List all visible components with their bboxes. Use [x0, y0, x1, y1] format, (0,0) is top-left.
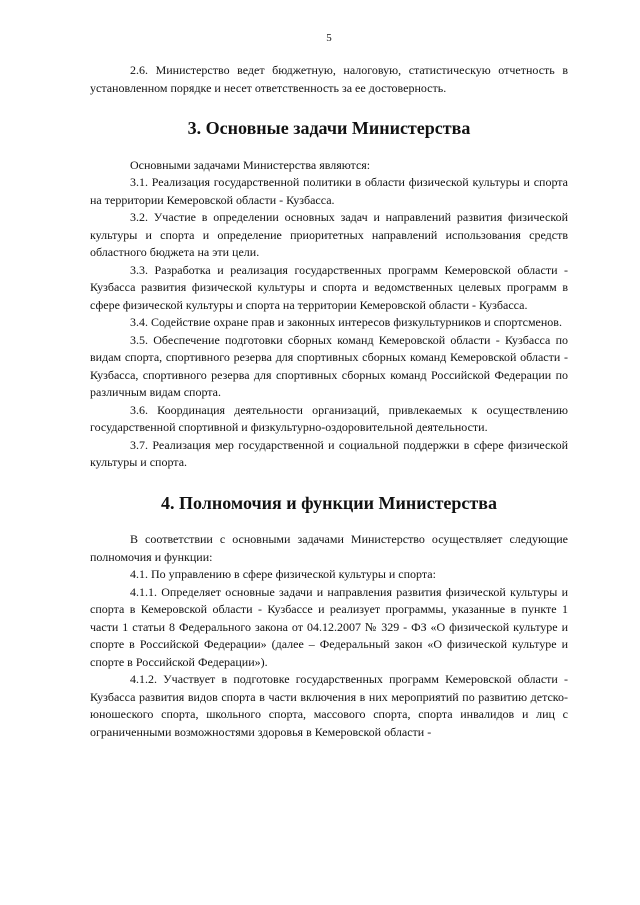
intro-paragraph: 2.6. Министерство ведет бюджетную, налоговую, статистическую отчетность в установленном порядке и несет ответственность за ее достоверность.	[90, 63, 568, 95]
section-heading: 4. Полномочия и функции Министерства	[161, 492, 497, 513]
paragraph: 3.5. Обеспечение подготовки сборных команд Кемеровской области - Кузбасса по видам спорта, спортивного резерва для спортивных сборных команд Кемеровской области - Кузбасса, спортивного резерва для спортивных сборных команд Российской Федерации по различным видам спорта.	[90, 332, 568, 399]
paragraph: 3.4. Содействие охране прав и законных интересов физкультурников и спортсменов.	[130, 315, 562, 329]
page-number: 5	[326, 32, 332, 44]
paragraph: 3.7. Реализация мер государственной и социальной поддержки в сфере физической культуры и спорта.	[90, 437, 568, 469]
section-main-tasks	[90, 120, 568, 472]
paragraph: 3.1. Реализация государственной политики в области физической культуры и спорта на территории Кемеровской области - Кузбасса.	[90, 175, 568, 207]
paragraph: Основными задачами Министерства являются:	[130, 157, 371, 172]
paragraph: 4.1.2. Участвует в подготовке государственных программ Кемеровской области - Кузбасса развития видов спорта в части включения в них мероприятий по развитию детско-юношеского спорта, школьного спорта, массового спорта, спорта инвалидов и лиц с ограниченными возможностями здоровья в Кемеровской области -	[90, 672, 568, 739]
paragraph: 3.6. Координация деятельности организаций, привлекаемых к осуществлению государственной спортивной и физкультурно-оздоровительной деятельности.	[90, 402, 568, 434]
paragraph: 3.3. Разработка и реализация государственных программ Кемеровской области - Кузбасса развития физической культуры и спорта и ведомственных целевых программ в сфере физической культуры и спорта на территории Кемеровской области - Кузбасса.	[90, 262, 568, 312]
paragraph: В соответствии с основными задачами Министерство осуществляет следующие полномочия и функции:	[90, 532, 568, 564]
paragraph: 4.1. По управлению в сфере физической культуры и спорта:	[130, 567, 436, 581]
section-heading: 3. Основные задачи Министерства	[187, 118, 471, 138]
paragraph: 4.1.1. Определяет основные задачи и направления развития физической культуры и спорта в Кемеровской области - Кузбассе и реализует программы, указанные в пункте 1 части 1 статьи 8 Федерального закона от 04.12.2007 № 329 - ФЗ «О физической культуре и спорте в Российской Федерации» (далее – Федеральный закон «О физической культуре и спорте в Российской Федерации»).	[90, 584, 568, 669]
paragraph: 3.2. Участие в определении основных задач и направлений развития физической культуры и спорта и определение приоритетных направлений использования средств областного бюджета на эти цели.	[90, 210, 568, 259]
section-powers-and-functions	[90, 492, 568, 742]
